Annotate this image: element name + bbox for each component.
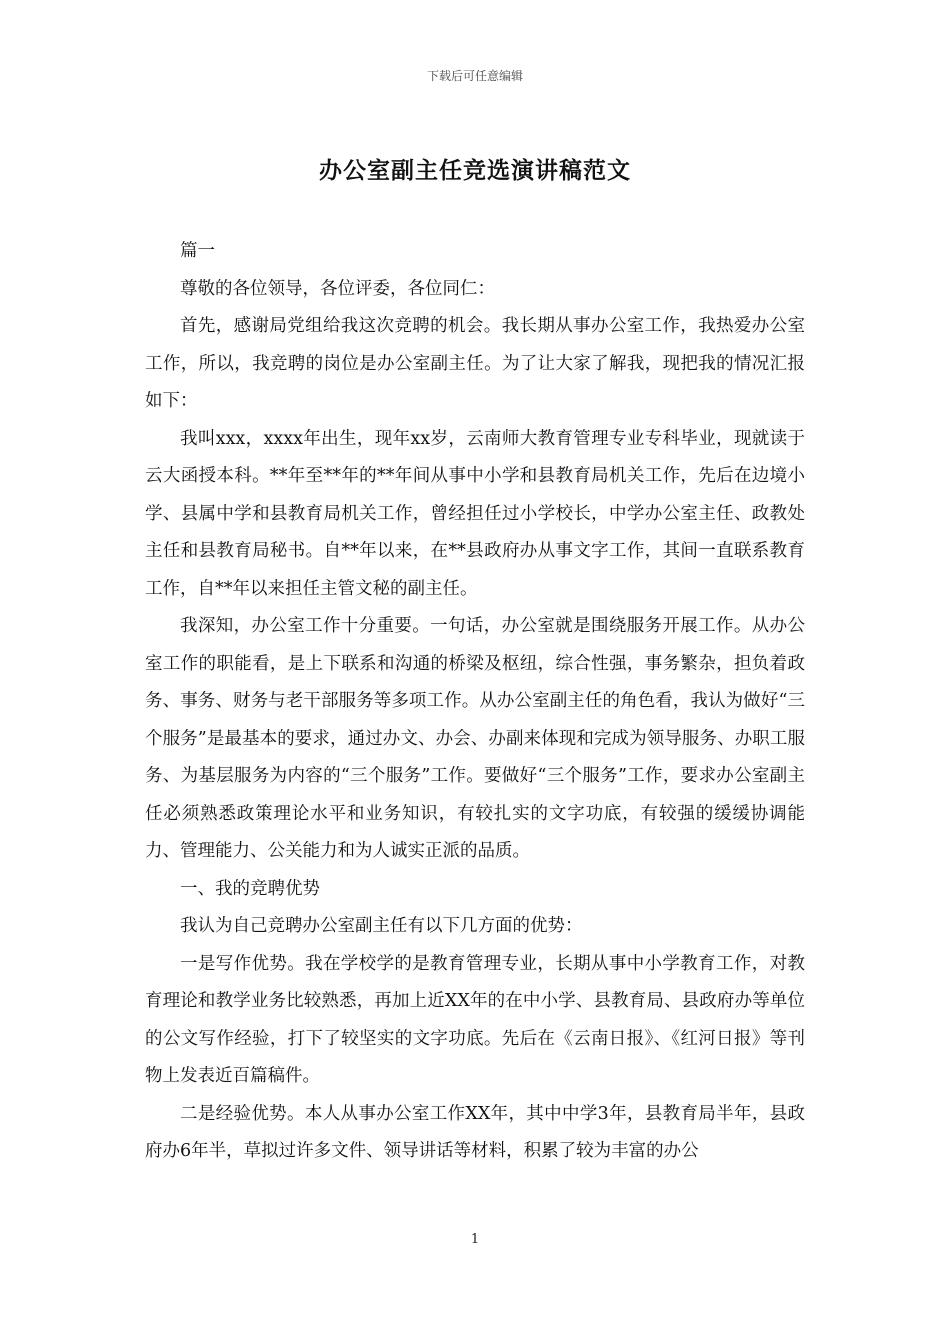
paragraph: 一是写作优势。我在学校学的是教育管理专业，长期从事中小学教育工作，对教育理论和教学业务比较熟悉，再加上近XX年的在中小学、县教育局、县政府办等单位的公文写作经验，打下了较坚实的文字功底。先后在《云南日报》、《红河日报》等刊物上发表近百篇稿件。 xyxy=(145,953,805,1086)
paragraph-salutation: 尊敬的各位领导，各位评委，各位同仁： xyxy=(180,278,495,299)
paragraph: 我叫xxx，xxxx年出生，现年xx岁，云南师大教育管理专业专科毕业，现就读于云大函授本科。**年至**年的**年间从事中小学和县教育局机关工作，先后在边境小学、县属中学和县教育局机关工作，曾经担任过小学校长，中学办公室主任、政教处主任和县教育局秘书。自**年以来，在**县政府办从事文字工作，其间一直联系教育工作，自**年以来担任主管文秘的副主任。 xyxy=(145,428,805,599)
paragraph-section-label: 篇一 xyxy=(180,241,215,261)
header-note: 下载后可任意编辑 xyxy=(426,69,523,83)
paragraph: 我认为自己竞聘办公室副主任有以下几方面的优势： xyxy=(180,916,583,936)
document-title: 办公室副主任竞选演讲稿范文 xyxy=(319,157,631,184)
document-body xyxy=(145,233,805,1171)
paragraph: 我深知，办公室工作十分重要。一句话，办公室就是围绕服务开展工作。从办公室工作的职能看，是上下联系和沟通的桥梁及枢纽，综合性强，事务繁杂，担负着政务、事务、财务与老干部服务等多项工作。从办公室副主任的角色看，我认为做好“三个服务”是最基本的要求，通过办文、办会、办副来体现和完成为领导服务、办职工服务、为基层服务为内容的“三个服务”工作。要做好“三个服务”工作，要求办公室副主任必须熟悉政策理论水平和业务知识，有较扎实的文字功底，有较强的缓缓协调能力、管理能力、公关能力和为人诚实正派的品质。 xyxy=(145,616,805,861)
page-number: 1 xyxy=(470,1232,480,1247)
paragraph: 首先，感谢局党组给我这次竞聘的机会。我长期从事办公室工作，我热爱办公室工作，所以，我竞聘的岗位是办公室副主任。为了让大家了解我，现把我的情况汇报如下： xyxy=(145,316,805,411)
paragraph-heading: 一、我的竞聘优势 xyxy=(180,878,320,899)
paragraph: 二是经验优势。本人从事办公室工作XX年，其中中学3年，县教育局半年，县政府办6年半，草拟过许多文件、领导讲话等材料，积累了较为丰富的办公 xyxy=(145,1103,805,1161)
